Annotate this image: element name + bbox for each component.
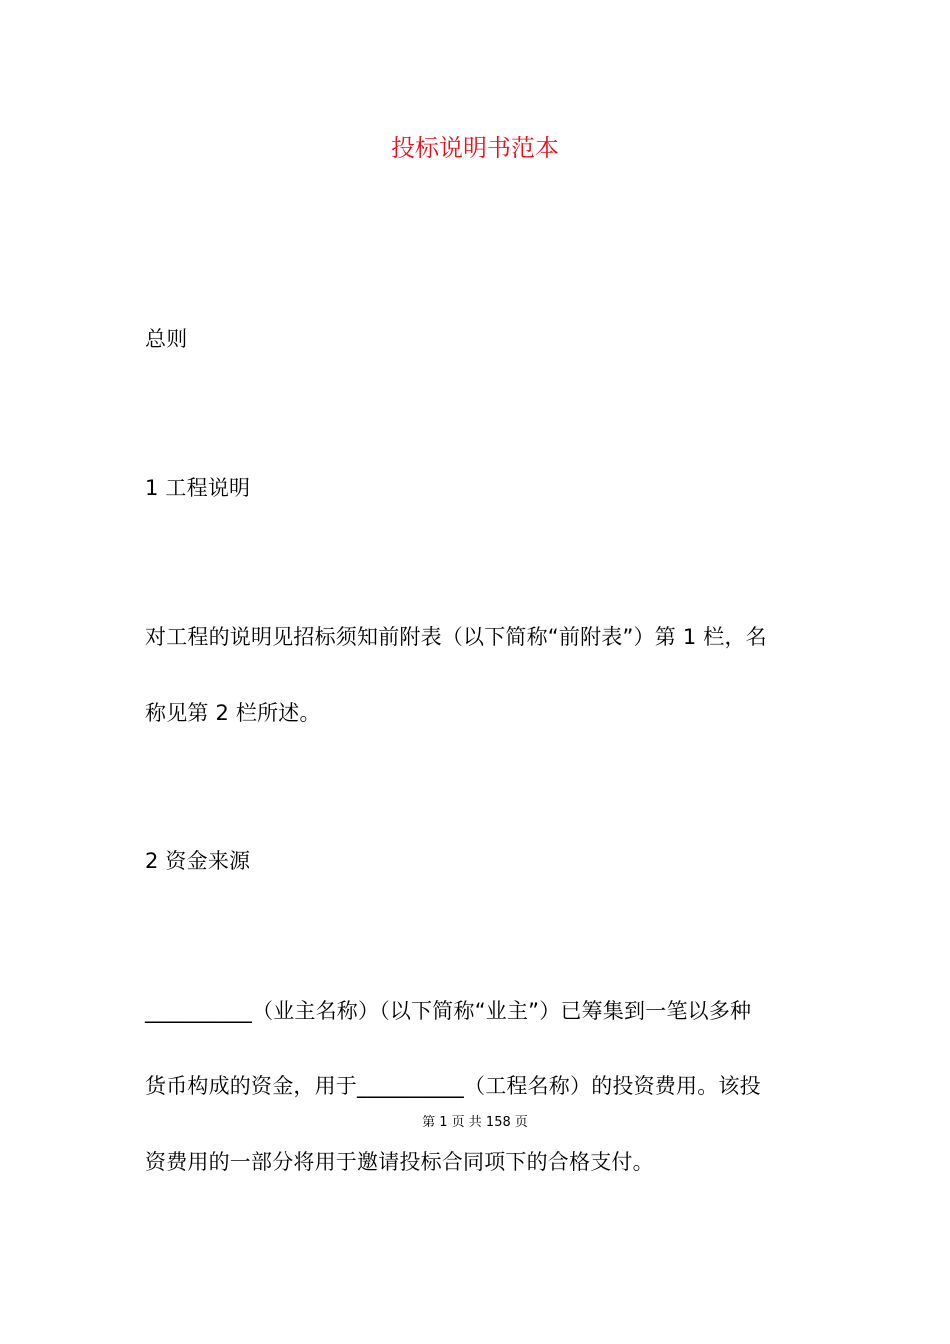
page-title: 投标说明书范本 <box>391 134 559 162</box>
page-footer: 第 1 页 共 158 页 <box>422 1115 528 1130</box>
item2-heading: 2 资金来源 <box>145 849 251 873</box>
item1-heading: 1 工程说明 <box>145 476 251 500</box>
section-general-heading: 总则 <box>145 327 188 351</box>
item2-paragraph-line-1: __________（业主名称）（以下简称“业主”）已筹集到一笔以多种 <box>145 999 752 1023</box>
item1-paragraph-line-1: 对工程的说明见招标须知前附表（以下简称“前附表”）第 1 栏，名 <box>145 625 767 649</box>
item1-paragraph-line-2: 称见第 2 栏所述。 <box>145 701 321 725</box>
item2-paragraph-line-3: 资费用的一部分将用于邀请投标合同项下的合格支付。 <box>145 1150 654 1174</box>
item2-paragraph-line-2: 货币构成的资金，用于__________（工程名称）的投资费用。该投 <box>145 1074 761 1098</box>
